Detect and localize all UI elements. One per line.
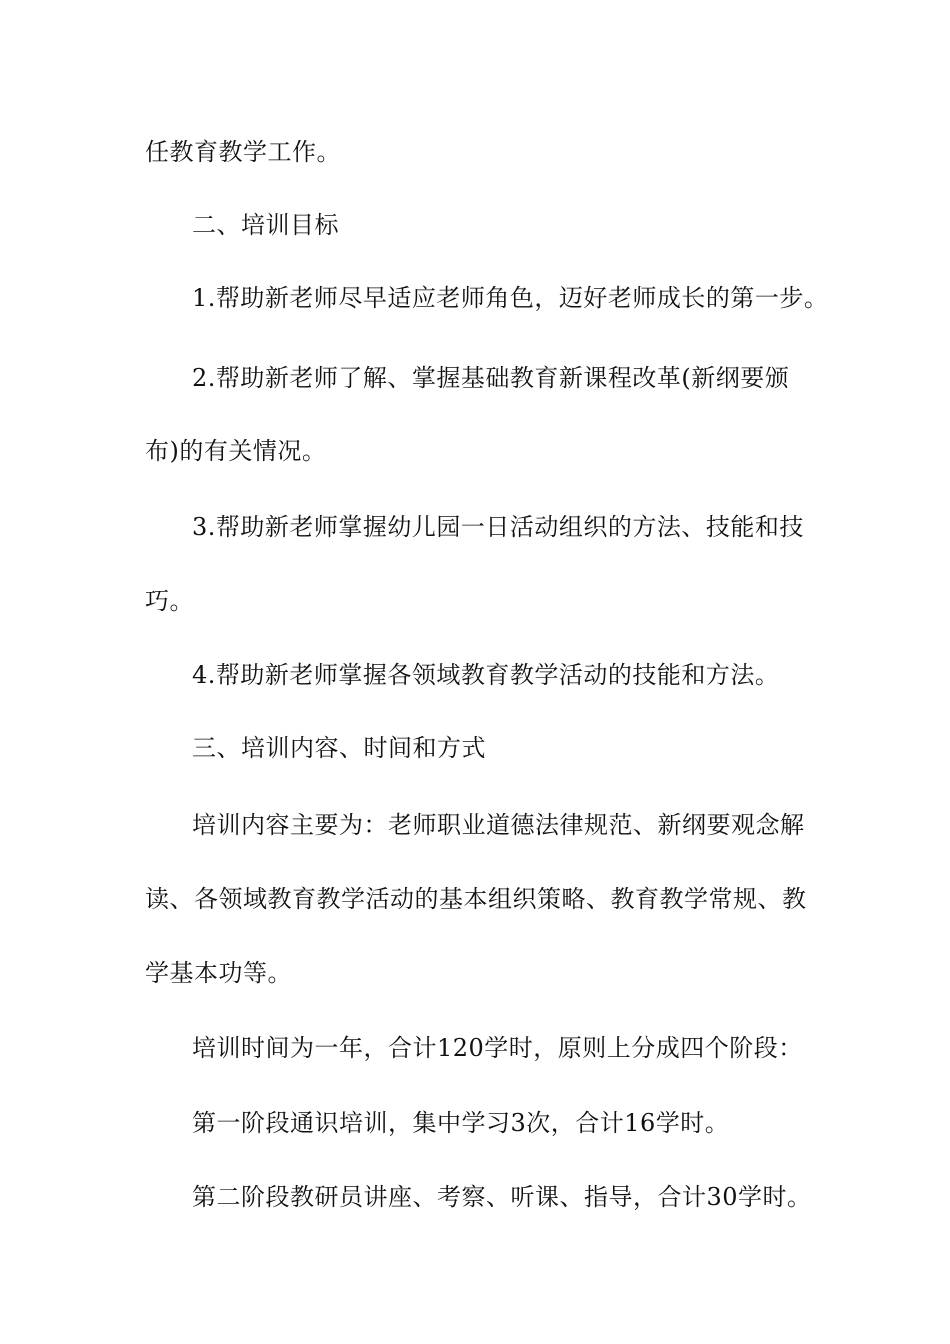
paragraph-line: 4.帮助新老师掌握各领域教育教学活动的技能和方法。: [192, 661, 780, 689]
paragraph-line: 第二阶段教研员讲座、考察、听课、指导，合计30学时。: [192, 1183, 812, 1211]
paragraph-line: 巧。: [145, 587, 194, 615]
paragraph-line: 学基本功等。: [145, 959, 292, 987]
paragraph-line: 第一阶段通识培训，集中学习3次，合计16学时。: [192, 1109, 730, 1137]
paragraph-line: 1.帮助新老师尽早适应老师角色，迈好老师成长的第一步。: [192, 284, 829, 312]
paragraph-line: 2.帮助新老师了解、掌握基础教育新课程改革(新纲要颁: [192, 364, 790, 392]
paragraph-line: 任教育教学工作。: [145, 138, 341, 166]
section-heading: 二、培训目标: [192, 211, 339, 239]
paragraph-line: 培训内容主要为：老师职业道德法律规范、新纲要观念解: [192, 811, 805, 839]
paragraph-line: 培训时间为一年，合计120学时，原则上分成四个阶段：: [192, 1034, 803, 1062]
paragraph-line: 读、各领域教育教学活动的基本组织策略、教育教学常规、教: [145, 885, 807, 913]
paragraph-line: 布)的有关情况。: [145, 437, 327, 465]
paragraph-line: 3.帮助新老师掌握幼儿园一日活动组织的方法、技能和技: [192, 513, 804, 541]
section-heading: 三、培训内容、时间和方式: [192, 734, 486, 762]
